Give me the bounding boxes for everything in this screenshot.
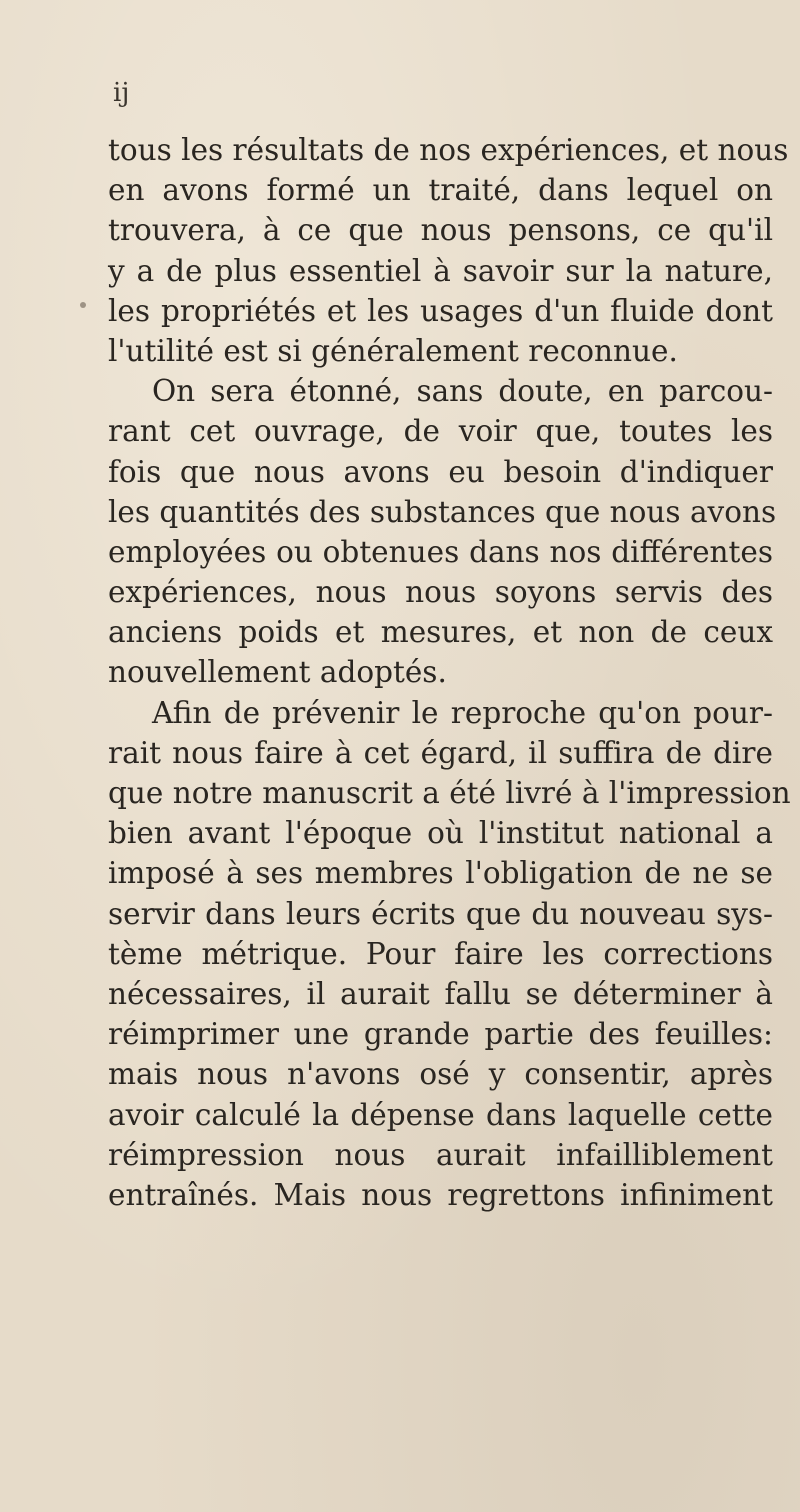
text-line: On sera étonné, sans doute, en parcou- xyxy=(152,374,773,409)
text-line: avoir calculé la dépense dans laquelle cette xyxy=(108,1097,773,1132)
text-line: mais nous n'avons osé y consentir, après xyxy=(108,1057,773,1092)
text-line: rant cet ouvrage, de voir que, toutes les xyxy=(108,414,773,449)
text-line: fois que nous avons eu besoin d'indiquer xyxy=(108,454,773,489)
text-line: employées ou obtenues dans nos différentes xyxy=(108,534,773,569)
text-line: tème métrique. Pour faire les corrections xyxy=(108,936,773,971)
text-line: réimprimer une grande partie des feuilles: xyxy=(108,1017,773,1052)
text-line: Afin de prévenir le reproche qu'on pour- xyxy=(152,695,773,730)
text-line: en avons formé un traité, dans lequel on xyxy=(108,173,773,208)
text-line: les propriétés et les usages d'un fluide dont xyxy=(108,293,773,328)
text-line: réimpression nous aurait infailliblement xyxy=(108,1137,773,1172)
text-line: anciens poids et mesures, et non de ceux xyxy=(108,615,773,650)
text-line: nécessaires, il aurait fallu se déterminer à xyxy=(108,976,773,1011)
text-line: servir dans leurs écrits que du nouveau sys- xyxy=(108,896,773,931)
text-line: rait nous faire à cet égard, il suffira de dire xyxy=(108,735,773,770)
text-line: tous les résultats de nos expériences, et nous xyxy=(108,133,789,167)
text-line: expériences, nous nous soyons servis des xyxy=(108,575,773,610)
text-line: l'utilité est si généralement reconnue. xyxy=(108,333,678,368)
page-text xyxy=(108,130,791,1215)
text-line: imposé à ses membres l'obligation de ne se xyxy=(108,856,773,891)
text-line: nouvellement adoptés. xyxy=(108,655,447,690)
text-line: trouvera, à ce que nous pensons, ce qu'il xyxy=(108,213,773,248)
text-line: les quantités des substances que nous avons xyxy=(108,494,777,529)
text-line: que notre manuscrit a été livré à l'impression xyxy=(108,776,791,810)
signature-mark: ij xyxy=(113,78,130,108)
margin-ink-spot xyxy=(80,302,86,308)
text-line: y a de plus essentiel à savoir sur la nature, xyxy=(108,253,773,288)
text-line: bien avant l'époque où l'institut national a xyxy=(108,816,773,851)
text-line: entraînés. Mais nous regrettons infiniment xyxy=(108,1177,773,1212)
